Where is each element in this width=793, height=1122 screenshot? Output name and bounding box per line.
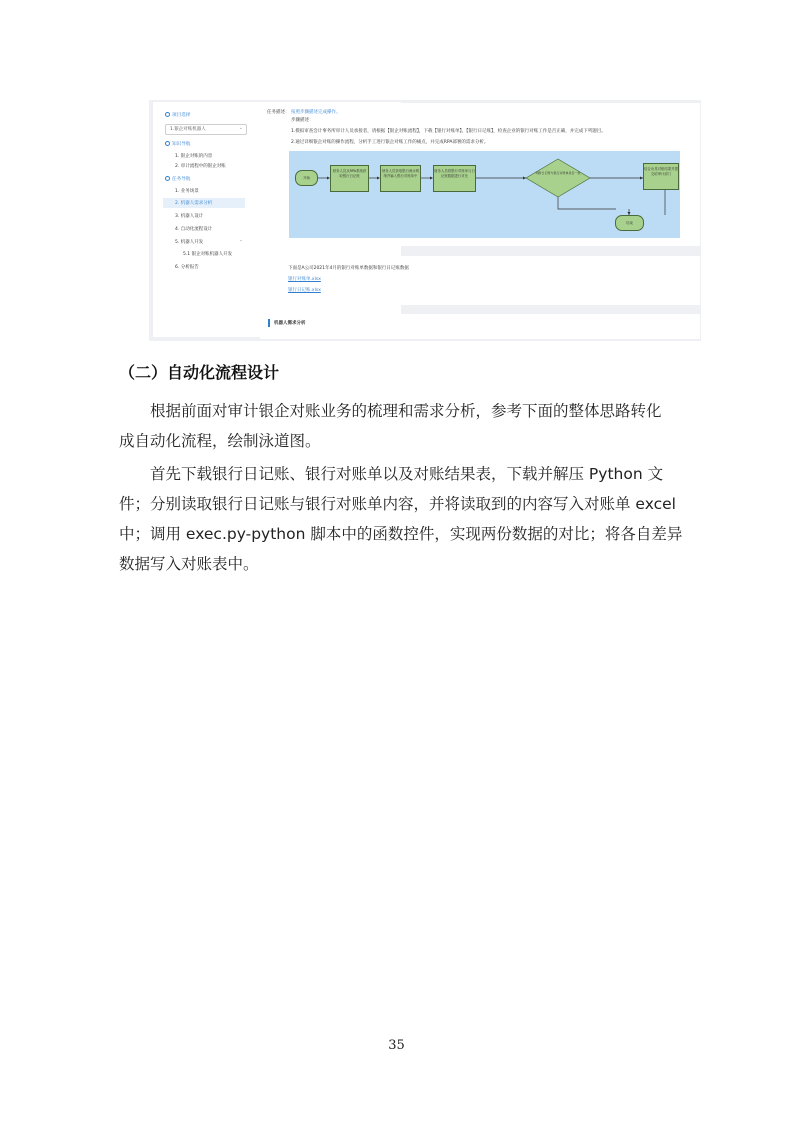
section-heading: （二）自动化流程设计	[119, 363, 280, 382]
flowchart	[289, 151, 680, 238]
page-number: 35	[388, 1038, 405, 1053]
paragraph-1	[119, 396, 675, 456]
section-card	[260, 314, 700, 339]
task-nav-header: 任务导航	[165, 176, 190, 182]
file-link-journal[interactable]: 银行日记账.xlsx	[288, 288, 321, 293]
sidebar-item-development[interactable]: 5. 机器人开发	[175, 240, 204, 245]
knowledge-nav-header: 知识导航	[165, 141, 190, 147]
paragraph-2-line-1: 首先下载银行日记账、银行对账单以及对账结果表，下载并解压 Python 文	[150, 465, 664, 483]
section-accent-bar	[268, 319, 270, 327]
project-select[interactable]	[165, 124, 247, 135]
sidebar-item-flow-design[interactable]: 4. 自动化流程设计	[175, 227, 213, 232]
flow-box-1: 财务人员从RPA系统获取银行日记账	[330, 165, 369, 192]
flow-decision-label: 判断日记账与银行对账单是否一致	[535, 171, 581, 175]
step-2: 2.通过详细银企对账的操作流程，分析手工进行银企对账工作的痛点，并完成RPA部署的需求分析。	[291, 140, 489, 145]
paragraph-1-line-1: 根据前面对审计银企对账业务的梳理和需求分析，参考下面的整体思路转化	[150, 402, 662, 420]
step-1: 1.模拟审查会计事务所审计人员承接者，请根据【银企对账流程】，下载【银行对账单】、【银行日记账】，检查企业的银行对账工作是否正确，并完成下列题目。	[291, 129, 606, 134]
flow-box-2: 财务人员获取银行流水明细并输入银行对账单中	[380, 165, 421, 192]
chevron-down-icon: ⌄	[238, 125, 243, 131]
project-header: 项目选择	[165, 112, 190, 118]
file-link-statement[interactable]: 银行对账单.xlsx	[288, 277, 321, 282]
steps-label: 步骤描述：	[291, 118, 314, 123]
paragraph-2-line-2: 件；分别读取银行日记账与银行对账单内容，并将读取到的内容写入对账单 excel	[119, 495, 676, 513]
flow-start: 开始	[295, 170, 318, 186]
paragraph-2-line-3: 中；调用 exec.py-python 脚本中的函数控件，实现两份数据的对比；将各自差异	[119, 525, 683, 543]
sidebar-item-dev-sub[interactable]: 5.1 银企对账机器人开发	[183, 252, 233, 257]
sidebar-item-knowledge-2[interactable]: 2. 审计流程中的银企对账	[175, 164, 226, 169]
flow-end: 结束	[615, 215, 644, 231]
sidebar-item-scenario[interactable]: 1. 业务场景	[175, 189, 199, 194]
flow-box-4: 结合出具对账结果并提交给审计部门	[643, 163, 679, 190]
sidebar-item-requirement[interactable]: 2. 机器人需求分析	[175, 201, 213, 206]
chevron-down-icon[interactable]: ⌄	[239, 238, 243, 243]
download-card	[260, 256, 700, 305]
paragraph-2-line-4: 数据写入对账表中。	[119, 555, 259, 573]
sidebar-item-knowledge-1[interactable]: 1. 银企对账的内容	[175, 154, 213, 159]
download-intro: 下面是A公司2021年4月的银行对账单数据和银行日记账数据	[288, 266, 409, 271]
sidebar-item-report[interactable]: 6. 分析报告	[175, 265, 199, 270]
sidebar-item-design[interactable]: 3. 机器人设计	[175, 214, 204, 219]
embedded-screenshot	[149, 100, 701, 341]
task-card	[260, 103, 700, 246]
task-hint: 按照步骤描述完成操作。	[291, 110, 341, 115]
paragraph-1-line-2: 成自动化流程，绘制泳道图。	[119, 432, 321, 450]
project-select-value: 1.银企对账机器人	[170, 127, 206, 132]
flow-box-3: 财务人员将银行对账单与日记账数据进行对比	[433, 165, 476, 192]
section-title: 机器人需求分析	[274, 321, 306, 326]
paragraph-2	[119, 459, 683, 579]
task-label: 任务描述：	[267, 110, 290, 115]
